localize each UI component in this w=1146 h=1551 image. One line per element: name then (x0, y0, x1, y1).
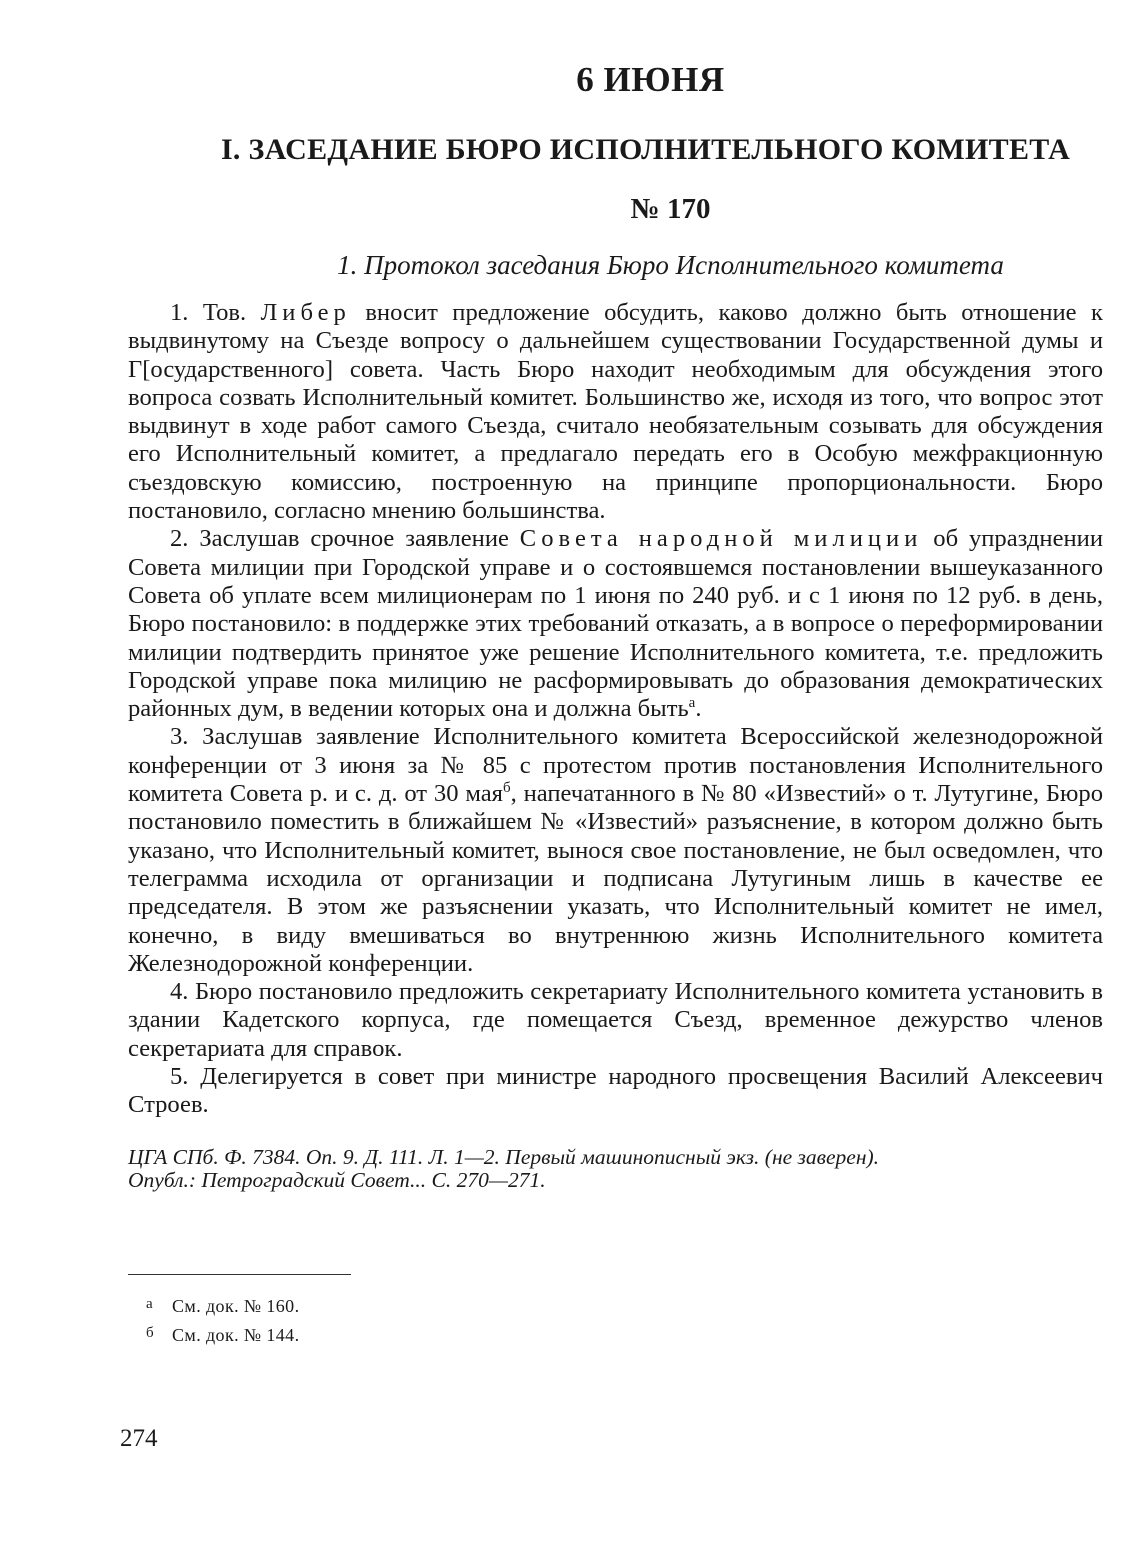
paragraph-3-start: 3. Заслушав заявление Исполнительного комитета Всероссийской железнодорожной конференции от 3 июня за № 85 с протестом против постановления Исполнительного комитета Совета р. и с. д. от 30 мая (128, 723, 1103, 808)
footnote-ref-a: а (688, 694, 696, 711)
paragraph-2-rest: об упразднении Совета милиции при Городской управе и о состоявшемся постановлении вышеуказанного Совета об уплате всем милиционерам по 1 июня по 240 руб. и с 1 июня по 12 руб. в день, Бюро постановило: в поддержке этих требований отказать, а в вопросе о переформировании милиции подтвердить принятое уже решение Исполнительного комитета, т.е. предложить Городской управе пока милицию не расформировывать до образования демократических районных дум, в ведении которых она и должна быть (128, 525, 1103, 723)
date-heading: 6 ИЮНЯ (576, 60, 725, 99)
footnote-text: См. док. № 160. (172, 1295, 300, 1316)
paragraph-4: 4. Бюро постановило предложить секретариату Исполнительного комитета установить в здании Кадетского корпуса, где помещается Съезд, временное дежурство членов секретариата для справок. (128, 978, 1103, 1062)
paragraph-2-end: . (695, 695, 702, 723)
document-number: № 170 (630, 193, 711, 225)
source-archive-line: ЦГА СПб. Ф. 7384. Оп. 9. Д. 111. Л. 1—2. Первый машинописный экз. (не заверен). (128, 1144, 880, 1169)
document-subtitle: 1. Протокол заседания Бюро Исполнительного комитета (337, 250, 1004, 280)
footnote-ref-b: б (502, 779, 511, 796)
footnote-item (146, 1291, 1103, 1320)
footnote-item (146, 1320, 1103, 1349)
paragraph-1-rest: вносит предложение обсудить, каково должно быть отношение к выдвинутому на Съезде вопросу о дальнейшем существовании Государственной думы и Г[осударственного] совета. Часть Бюро находит необходимым для обсуждения этого вопроса созвать Исполнительный комитет. Большинство же, исходя из того, что вопрос этот выдвинут в ходе работ самого Съезда, считало необязательным созывать для обсуждения его Исполнительный комитет, а предлагало передать его в Особую межфракционную съездовскую комиссию, построенную на принципе пропорциональности. Бюро постановило, согласно мнению большинства. (128, 299, 1103, 525)
document-body (128, 299, 1103, 1120)
paragraph-1 (128, 299, 1103, 525)
footnote-divider (128, 1274, 351, 1275)
footnote-mark: а (146, 1295, 154, 1312)
paragraph-1-start: 1. Тов. (170, 299, 261, 326)
paragraph-3 (128, 723, 1103, 978)
archival-source (128, 1146, 1103, 1192)
footnote-text: См. док. № 144. (172, 1324, 300, 1345)
section-heading: I. ЗАСЕДАНИЕ БЮРО ИСПОЛНИТЕЛЬНОГО КОМИТЕТА (220, 133, 1071, 166)
footnotes (128, 1291, 1103, 1349)
paragraph-5: 5. Делегируется в совет при министре народного просвещения Василий Алексеевич Строев. (128, 1063, 1103, 1119)
organization-name: Совета народной милиции (519, 525, 923, 553)
speaker-name: Либер (260, 299, 351, 326)
footnote-mark: б (146, 1324, 155, 1341)
paragraph-3-rest: , напечатанного в № 80 «Известий» о т. Лутугине, Бюро постановило поместить в ближайшем № «Известий» разъяснение, в котором должно быть указано, что Исполнительный комитет, вынося свое постановление, не был осведомлен, что телеграмма исходила от организации и подписана Лутугиным лишь в качестве ее председателя. В этом же разъяснении указать, что Исполнительный комитет не имел, конечно, в виду вмешиваться во внутреннюю жизнь Исполнительного комитета Железнодорожной конференции. (128, 780, 1104, 977)
source-publication-line: Опубл.: Петроградский Совет... С. 270—271. (128, 1167, 546, 1192)
document-page (128, 60, 1103, 1349)
paragraph-2-start: 2. Заслушав срочное заявление (170, 525, 520, 553)
page-number: 274 (120, 1425, 158, 1452)
paragraph-2 (128, 525, 1103, 723)
